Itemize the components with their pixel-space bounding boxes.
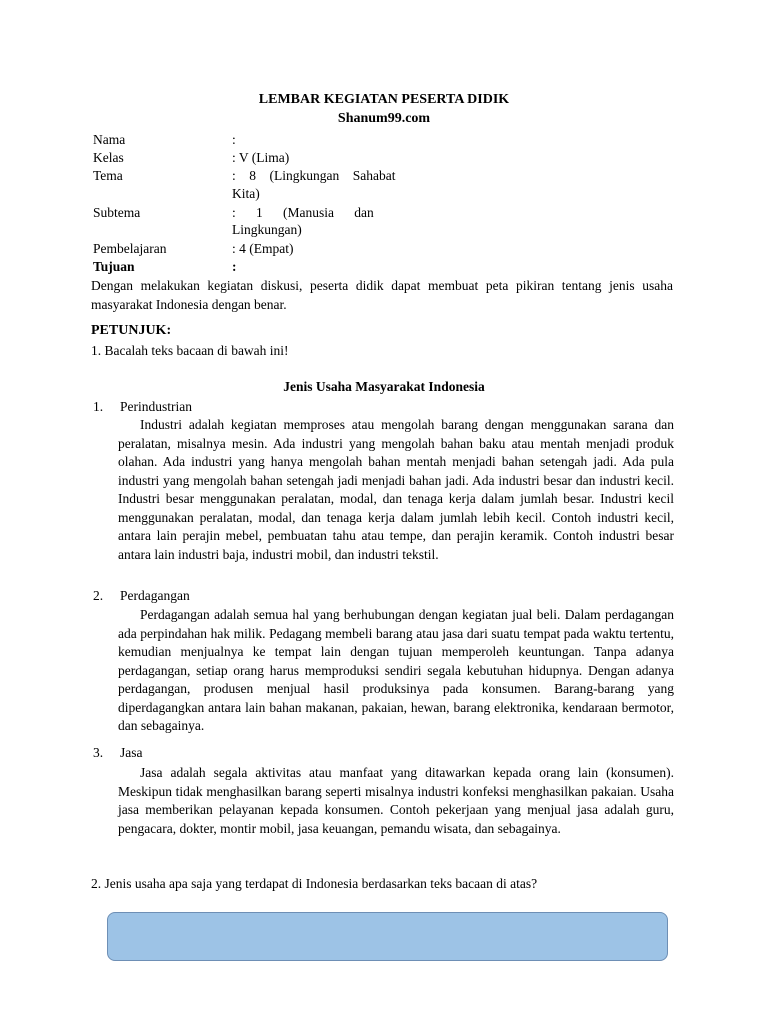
item-number: 1.	[93, 399, 104, 414]
worksheet-title: LEMBAR KEGIATAN PESERTA DIDIK	[258, 92, 510, 107]
item-heading-perindustrian: Perindustrian	[120, 399, 192, 414]
tujuan-label: Tujuan	[93, 259, 135, 274]
petunjuk-step-1: 1. Bacalah teks bacaan di bawah ini!	[91, 343, 289, 358]
item-text-jasa: Jasa adalah segala aktivitas atau manfaat yang ditawarkan kepada orang lain (konsumen). Meskipun tidak menghasilkan barang seperti misalnya industri konfeksi menghasilkan pakaian. Usaha jasa memberikan pelayanan kepada konsumen. Contoh pekerjaan yang menjual jasa adalah guru, pengacara, dokter, montir mobil, jasa keuangan, pemandu wisata, dan sebagainya.	[118, 765, 674, 836]
petunjuk-heading: PETUNJUK:	[91, 323, 172, 338]
item-text-perindustrian: Industri adalah kegiatan memproses atau mengolah barang dengan menggunakan sarana dan peralatan, misalnya mesin. Ada industri yang mengolah bahan baku atau mentah menjadi produk olahan. Ada industri yang hanya mengolah bahan mentah menjadi bahan setengah jadi. Ada pula industri yang mengolah bahan setengah jadi menjadi bahan jadi. Ada industri besar dan industri kecil. Industri besar menggunakan peralatan, modal, dan tenaga kerja dalam jumlah besar. Industri kecil menggunakan peralatan, modal, dan tenaga kerja dalam jumlah lebih kecil. Contoh industri kecil, antara lain perajin mebel, pembuatan tahu atau tempe, dan perajin keramik. Contoh industri besar antara lain industri baja, industri mobil, dan industri tekstil.	[118, 417, 674, 562]
tujuan-colon: :	[232, 259, 237, 274]
tema-label: Tema	[93, 168, 123, 183]
subtema-label: Subtema	[93, 205, 141, 220]
pembelajaran-value: : 4 (Empat)	[232, 241, 294, 256]
answer-box[interactable]	[107, 912, 668, 961]
subtema-value-line1: : 1 (Manusia dan	[232, 205, 374, 220]
pembelajaran-label: Pembelajaran	[93, 241, 167, 256]
kelas-label: Kelas	[93, 150, 124, 165]
item-heading-perdagangan: Perdagangan	[120, 588, 190, 603]
tema-value-line1: : 8 (Lingkungan Sahabat	[232, 168, 396, 183]
item-number: 3.	[93, 745, 104, 760]
tema-value-line2: Kita)	[232, 186, 260, 201]
item-number: 2.	[93, 588, 104, 603]
tujuan-text: Dengan melakukan kegiatan diskusi, peserta didik dapat membuat peta pikiran tentang jenis usaha masyarakat Indonesia dengan benar.	[91, 278, 673, 312]
kelas-value: : V (Lima)	[232, 150, 290, 165]
reading-title: Jenis Usaha Masyarakat Indonesia	[283, 379, 485, 394]
worksheet-subtitle: Shanum99.com	[337, 111, 431, 126]
nama-label: Nama	[93, 132, 126, 147]
question-2: 2. Jenis usaha apa saja yang terdapat di Indonesia berdasarkan teks bacaan di atas?	[91, 876, 538, 891]
nama-value: :	[232, 132, 236, 147]
subtema-value-line2: Lingkungan)	[232, 222, 302, 237]
item-text-perdagangan: Perdagangan adalah semua hal yang berhubungan dengan kegiatan jual beli. Dalam perdagangan ada perpindahan hak milik. Pedagang membeli barang atau jasa dari suatu tempat pada waktu tertentu, kemudian menjualnya ke tempat lain dengan tujuan memperoleh keuntungan. Tanpa adanya perdagangan, setiap orang harus memproduksi sendiri segala kebutuhan hidupnya. Dengan adanya perdagangan, produsen menjual hasil produksinya pada konsumen. Barang-barang yang diperdagangkan antara lain bahan makanan, pakaian, hewan, barang elektronika, kendaraan bermotor, dan sebagainya.	[118, 607, 674, 733]
item-heading-jasa: Jasa	[120, 745, 143, 760]
